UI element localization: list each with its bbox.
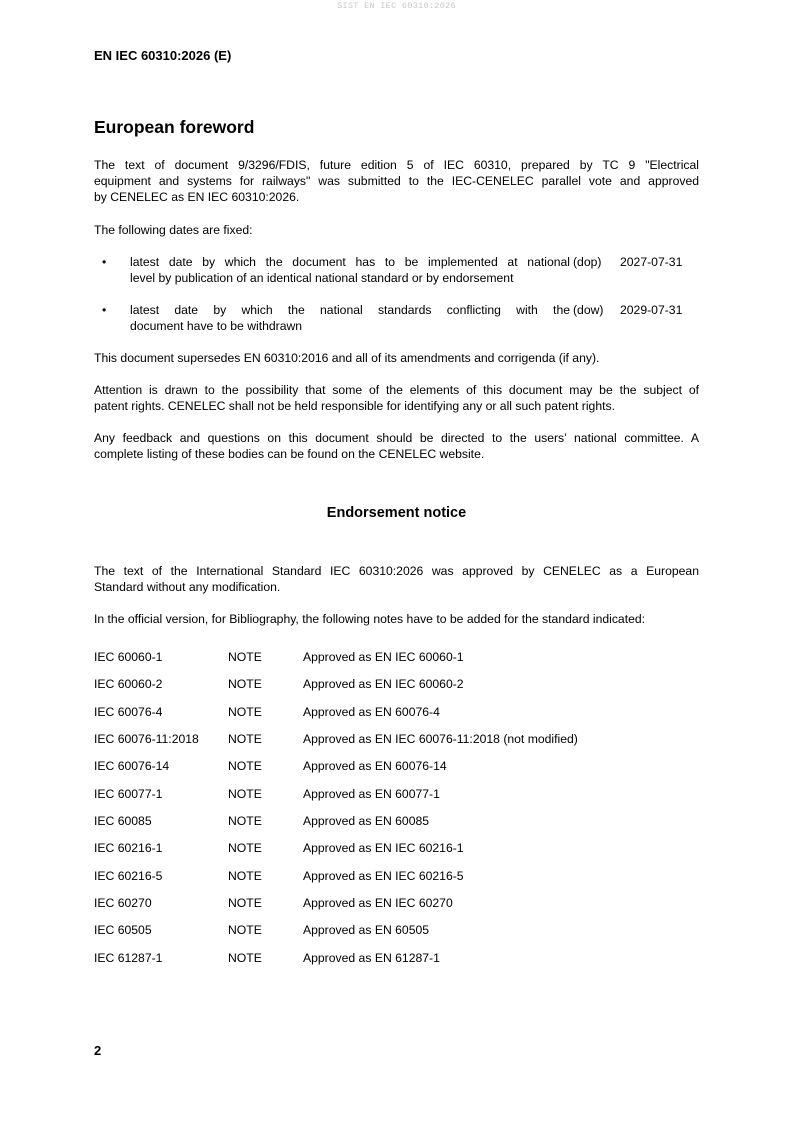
reference-standard: IEC 61287-1	[94, 951, 163, 965]
page-number: 2	[94, 1043, 102, 1058]
bullet-icon: •	[102, 303, 107, 317]
foreword-intro-line: The text of document 9/3296/FDIS, future edition 5 of IEC 60310, prepared by TC 9 "Electrical	[94, 158, 699, 172]
reference-row	[94, 649, 699, 665]
reference-row	[94, 840, 699, 856]
reference-note: NOTE	[228, 814, 262, 828]
date-code: (dop)	[573, 255, 602, 269]
patent-line: Attention is drawn to the possibility that some of the elements of this document may be the subject of	[94, 383, 699, 397]
reference-note: NOTE	[228, 759, 262, 773]
reference-approval: Approved as EN IEC 60216-5	[303, 869, 464, 883]
watermark: SIST EN IEC 60310:2026	[337, 1, 456, 11]
document-identifier: EN IEC 60310:2026 (E)	[94, 48, 232, 63]
endorsement-line: The text of the International Standard IEC 60310:2026 was approved by CENELEC as a European	[94, 564, 699, 578]
bullet-icon: •	[102, 255, 107, 269]
dates-intro: The following dates are fixed:	[94, 223, 253, 237]
reference-standard: IEC 60085	[94, 814, 152, 828]
supersedes-paragraph: This document supersedes EN 60310:2016 and all of its amendments and corrigenda (if any).	[94, 351, 600, 365]
reference-standard: IEC 60060-2	[94, 677, 163, 691]
reference-standard: IEC 60076-4	[94, 705, 163, 719]
reference-row	[94, 731, 699, 747]
reference-note: NOTE	[228, 787, 262, 801]
bullet-text-line: level by publication of an identical national standard or by endorsement	[130, 271, 514, 285]
reference-row	[94, 786, 699, 802]
reference-approval: Approved as EN IEC 60060-2	[303, 677, 464, 691]
reference-note: NOTE	[228, 869, 262, 883]
reference-standard: IEC 60270	[94, 896, 152, 910]
reference-row	[94, 813, 699, 829]
feedback-line: complete listing of these bodies can be found on the CENELEC website.	[94, 447, 485, 461]
foreword-intro-line: equipment and systems for railways" was submitted to the IEC-CENELEC parallel vote and approved	[94, 174, 699, 188]
reference-approval: Approved as EN 61287-1	[303, 951, 440, 965]
reference-approval: Approved as EN 60076-4	[303, 705, 440, 719]
reference-standard: IEC 60216-1	[94, 841, 163, 855]
reference-standard: IEC 60505	[94, 923, 152, 937]
reference-approval: Approved as EN 60077-1	[303, 787, 440, 801]
date-value: 2029-07-31	[620, 303, 683, 317]
reference-row	[94, 950, 699, 966]
date-code: (dow)	[573, 303, 604, 317]
reference-standard: IEC 60076-14	[94, 759, 170, 773]
reference-standard: IEC 60216-5	[94, 869, 163, 883]
endorsement-heading: Endorsement notice	[326, 505, 467, 521]
reference-note: NOTE	[228, 896, 262, 910]
reference-row	[94, 868, 699, 884]
reference-note: NOTE	[228, 705, 262, 719]
date-value: 2027-07-31	[620, 255, 683, 269]
bibliography-intro: In the official version, for Bibliography, the following notes have to be added for the standard indicated:	[94, 612, 646, 626]
reference-approval: Approved as EN 60505	[303, 923, 430, 937]
reference-approval: Approved as EN 60085	[303, 814, 430, 828]
reference-note: NOTE	[228, 732, 262, 746]
reference-approval: Approved as EN IEC 60216-1	[303, 841, 464, 855]
reference-note: NOTE	[228, 951, 262, 965]
endorsement-line: Standard without any modification.	[94, 580, 281, 594]
reference-row	[94, 704, 699, 720]
reference-note: NOTE	[228, 923, 262, 937]
foreword-intro-paragraph	[94, 157, 699, 205]
reference-note: NOTE	[228, 841, 262, 855]
feedback-line: Any feedback and questions on this document should be directed to the users’ national committee. A	[94, 431, 699, 445]
reference-standard: IEC 60060-1	[94, 650, 163, 664]
reference-approval: Approved as EN 60076-14	[303, 759, 447, 773]
reference-standard: IEC 60076-11:2018	[94, 732, 199, 746]
feedback-paragraph	[94, 430, 699, 462]
reference-row	[94, 895, 699, 911]
endorsement-paragraph	[94, 563, 699, 595]
bullet-text-line: document have to be withdrawn	[130, 319, 303, 333]
reference-note: NOTE	[228, 677, 262, 691]
reference-approval: Approved as EN IEC 60270	[303, 896, 453, 910]
reference-note: NOTE	[228, 650, 262, 664]
bullet-text-line: latest date by which the national standards conflicting with the	[130, 303, 570, 317]
patent-paragraph	[94, 382, 699, 414]
reference-approval: Approved as EN IEC 60076-11:2018 (not modified)	[303, 732, 578, 746]
reference-approval: Approved as EN IEC 60060-1	[303, 650, 464, 664]
patent-line: patent rights. CENELEC shall not be held responsible for identifying any or all such patent rights.	[94, 399, 615, 413]
reference-row	[94, 922, 699, 938]
reference-row	[94, 758, 699, 774]
reference-standard: IEC 60077-1	[94, 787, 163, 801]
foreword-heading: European foreword	[94, 117, 255, 137]
foreword-intro-line: by CENELEC as EN IEC 60310:2026.	[94, 190, 300, 204]
reference-row	[94, 676, 699, 692]
bullet-text-line: latest date by which the document has to be implemented at national	[130, 255, 570, 269]
